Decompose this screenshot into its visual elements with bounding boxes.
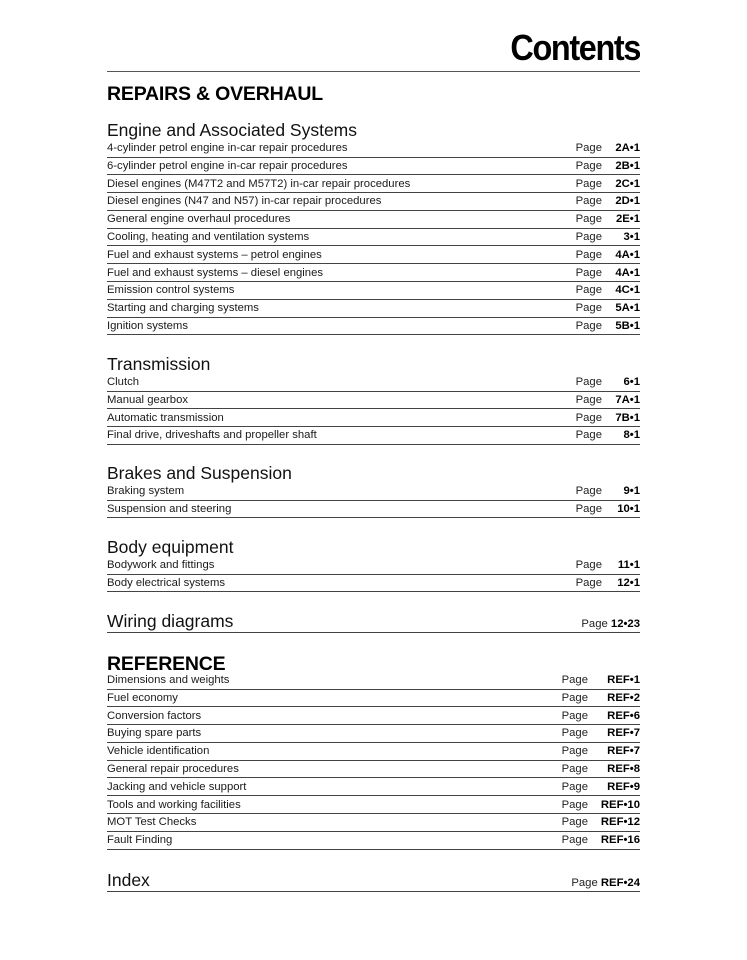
entry-label: Final drive, driveshafts and propeller shaft	[107, 429, 317, 442]
entry-label: Fault Finding	[107, 834, 173, 847]
page-number: 12•1	[617, 576, 640, 589]
page-number: 2C•1	[615, 177, 640, 190]
toc-entry[interactable]	[107, 557, 640, 575]
section-title-wiring: Wiring diagrams	[107, 611, 234, 631]
page-number: 8•1	[623, 429, 640, 442]
page-ref: Page REF•9	[561, 780, 640, 793]
entry-label: Automatic transmission	[107, 411, 224, 424]
page-ref: Page REF•1	[561, 674, 640, 686]
entry-label: Ignition systems	[107, 319, 188, 332]
entry-label: Emission control systems	[107, 284, 235, 297]
page-number: 7B•1	[615, 411, 640, 424]
toc-entry[interactable]	[107, 814, 640, 832]
section-title-transmission: Transmission	[107, 354, 211, 374]
page-number: 12•23	[610, 618, 640, 630]
toc-entry[interactable]	[107, 282, 640, 300]
page-number: REF•24	[600, 877, 640, 889]
part-heading-reference: REFERENCE	[107, 653, 226, 675]
entry-label: Buying spare parts	[107, 727, 202, 740]
entry-label: Conversion factors	[107, 709, 202, 722]
toc-entry[interactable]	[107, 725, 640, 743]
page-ref: Page 12•1	[575, 576, 640, 589]
toc-entry[interactable]	[107, 229, 640, 247]
toc-entry[interactable]	[107, 175, 640, 193]
page-ref: Page REF•12	[561, 816, 640, 829]
title-divider	[107, 71, 640, 72]
toc-entry[interactable]	[107, 761, 640, 779]
toc-entry[interactable]	[107, 246, 640, 264]
page-ref: Page 2E•1	[575, 213, 640, 226]
page-ref: Page 6•1	[575, 376, 640, 388]
toc-entry[interactable]	[107, 300, 640, 318]
entry-label: Fuel and exhaust systems – petrol engines	[107, 248, 322, 261]
page-ref: Page 5A•1	[575, 302, 640, 315]
toc-entry[interactable]	[107, 796, 640, 814]
entry-label: 6-cylinder petrol engine in-car repair procedures	[107, 159, 348, 172]
page-ref: Page 2D•1	[575, 195, 640, 208]
page-number: 4A•1	[615, 266, 640, 279]
page-ref: Page REF•2	[561, 691, 640, 704]
page-ref: Page 5B•1	[575, 319, 640, 332]
toc-entry[interactable]	[107, 140, 640, 158]
page-ref: Page 4A•1	[575, 266, 640, 279]
page-ref: Page 2B•1	[575, 159, 640, 172]
entry-label: Fuel and exhaust systems – diesel engines	[107, 266, 324, 279]
page-number: 11•1	[617, 559, 640, 571]
section-index	[107, 868, 640, 892]
toc-entry[interactable]	[107, 501, 640, 519]
section-body	[107, 537, 640, 592]
page-number: 3•1	[623, 230, 640, 243]
section-wiring	[107, 609, 640, 633]
page-number: REF•7	[607, 745, 640, 758]
toc-entry[interactable]	[107, 211, 640, 229]
page-ref: Page REF•7	[561, 745, 640, 758]
entry-label: Tools and working facilities	[107, 798, 241, 811]
section-transmission	[107, 354, 640, 445]
page-number: REF•6	[607, 709, 640, 722]
section-title-engine: Engine and Associated Systems	[107, 120, 358, 140]
page-number: REF•1	[607, 674, 640, 686]
entry-label: Bodywork and fittings	[107, 559, 215, 571]
toc-entry[interactable]	[107, 743, 640, 761]
page-number: 2A•1	[615, 142, 640, 154]
section-title-body: Body equipment	[107, 537, 234, 557]
toc-entry[interactable]	[107, 707, 640, 725]
page-number: 2D•1	[615, 195, 640, 208]
page-number: 4C•1	[615, 284, 640, 297]
page-ref: Page 4C•1	[575, 284, 640, 297]
toc-entry[interactable]	[107, 690, 640, 708]
page-number: REF•7	[607, 727, 640, 740]
page-number: 2E•1	[615, 213, 640, 226]
page-ref: Page 2A•1	[575, 142, 640, 154]
page-ref: Page 11•1	[575, 559, 640, 571]
toc-entry[interactable]	[107, 575, 640, 593]
page-ref: Page 7B•1	[575, 411, 640, 424]
entry-label: Clutch	[107, 376, 140, 388]
page-ref: Page REF•8	[561, 762, 640, 775]
page-ref: Page REF•7	[561, 727, 640, 740]
toc-entry-wiring[interactable]	[107, 609, 640, 633]
entry-label: Dimensions and weights	[107, 674, 230, 686]
toc-entry[interactable]	[107, 672, 640, 690]
entry-label: Diesel engines (N47 and N57) in-car repair procedures	[107, 195, 382, 208]
toc-entry[interactable]	[107, 158, 640, 176]
entry-label: Body electrical systems	[107, 576, 226, 589]
page-ref: Page 2C•1	[575, 177, 640, 190]
entry-label: Jacking and vehicle support	[107, 780, 247, 793]
page-number: 10•1	[617, 502, 640, 515]
toc-entry[interactable]	[107, 193, 640, 211]
page-ref: Page 3•1	[575, 230, 640, 243]
entry-label: Suspension and steering	[107, 502, 232, 515]
page-ref: Page 7A•1	[575, 393, 640, 406]
toc-entry[interactable]	[107, 318, 640, 336]
page-number: 7A•1	[615, 393, 640, 406]
page-number: REF•10	[600, 798, 640, 811]
page-number: REF•12	[600, 816, 640, 829]
toc-entry[interactable]	[107, 392, 640, 410]
entry-label: Cooling, heating and ventilation systems	[107, 230, 310, 243]
page-ref: Page REF•16	[561, 834, 640, 847]
entry-label: Starting and charging systems	[107, 302, 259, 315]
page-ref: Page REF•10	[561, 798, 640, 811]
page-number: REF•8	[607, 762, 640, 775]
page-number: 5B•1	[615, 319, 640, 332]
page-number: 5A•1	[615, 302, 640, 315]
page-number: REF•9	[607, 780, 640, 793]
section-engine	[107, 120, 640, 335]
part-heading-repairs: REPAIRS & OVERHAUL	[107, 83, 323, 105]
page-number: REF•2	[607, 691, 640, 704]
toc-entry[interactable]	[107, 374, 640, 392]
page-number: 6•1	[623, 376, 640, 388]
section-title-index: Index	[107, 870, 150, 890]
entry-label: Manual gearbox	[107, 393, 189, 406]
section-reference	[107, 672, 640, 850]
page-title: Contents	[510, 27, 640, 68]
page-ref: Page REF•6	[561, 709, 640, 722]
toc-entry[interactable]	[107, 427, 640, 445]
page-ref: Page 12•23	[581, 618, 640, 630]
page-number: 4A•1	[615, 248, 640, 261]
section-brakes	[107, 463, 640, 518]
page-ref: Page 10•1	[575, 502, 640, 515]
toc-entry[interactable]	[107, 778, 640, 796]
entry-label: General repair procedures	[107, 762, 239, 775]
page-number: 2B•1	[615, 159, 640, 172]
page-ref: Page 8•1	[575, 429, 640, 442]
toc-entry-index[interactable]	[107, 868, 640, 892]
entry-label: Vehicle identification	[107, 745, 210, 758]
page-ref: Page REF•24	[571, 877, 640, 889]
entry-label: MOT Test Checks	[107, 816, 197, 829]
section-title-brakes: Brakes and Suspension	[107, 463, 292, 483]
page-number: 9•1	[623, 485, 640, 497]
toc-entry[interactable]	[107, 264, 640, 282]
entry-label: General engine overhaul procedures	[107, 213, 291, 226]
entry-label: 4-cylinder petrol engine in-car repair procedures	[107, 142, 348, 154]
page-number: REF•16	[600, 834, 640, 847]
entry-label: Braking system	[107, 485, 185, 497]
entry-label: Fuel economy	[107, 691, 178, 704]
toc-entry[interactable]	[107, 409, 640, 427]
page-ref: Page 4A•1	[575, 248, 640, 261]
entry-label: Diesel engines (M47T2 and M57T2) in-car repair procedures	[107, 177, 411, 190]
toc-entry[interactable]	[107, 483, 640, 501]
toc-entry[interactable]	[107, 832, 640, 850]
page-ref: Page 9•1	[575, 485, 640, 497]
